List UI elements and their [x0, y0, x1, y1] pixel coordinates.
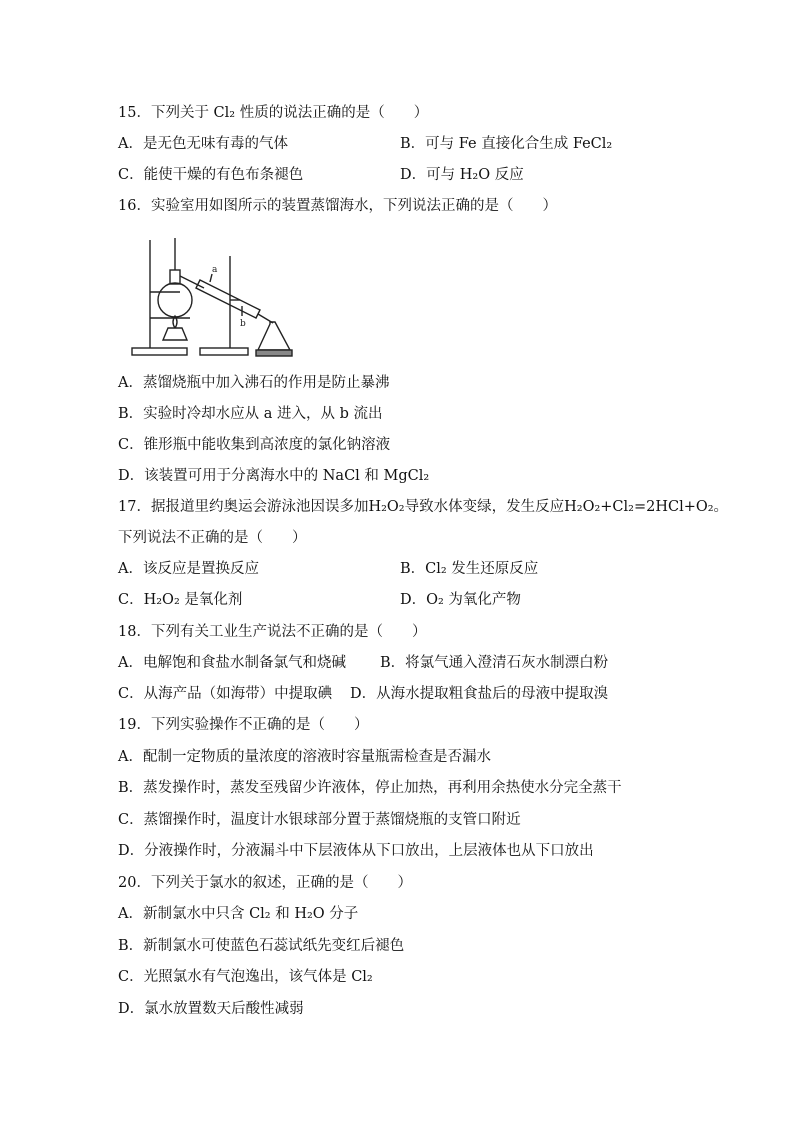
- q18-option-d: D．从海水提取粗食盐后的母液中提取溴: [350, 686, 609, 702]
- q19-option-c: C．蒸馏操作时，温度计水银球部分置于蒸馏烧瓶的支管口附近: [118, 812, 521, 828]
- q19-stem: 19．下列实验操作不正确的是（ ）: [118, 717, 369, 733]
- q20-option-b: B．新制氯水可使蓝色石蕊试纸先变红后褪色: [118, 938, 405, 954]
- alcohol-lamp: [163, 328, 187, 340]
- q16-option-d: D．该装置可用于分离海水中的 NaCl 和 MgCl₂: [118, 468, 430, 484]
- receiver-stand: [256, 350, 292, 356]
- q17-option-a: A．该反应是置换反应: [118, 561, 259, 577]
- q20-option-a: A．新制氯水中只含 Cl₂ 和 H₂O 分子: [118, 906, 359, 922]
- q19-option-d: D．分液操作时，分液漏斗中下层液体从下口放出，上层液体也从下口放出: [118, 843, 594, 859]
- q15-option-d: D．可与 H₂O 反应: [400, 167, 524, 183]
- figure-label-a: a: [212, 265, 218, 275]
- distilling-flask: [158, 283, 192, 317]
- q16-option-a: A．蒸馏烧瓶中加入沸石的作用是防止暴沸: [118, 375, 390, 391]
- side-arm: [180, 276, 204, 288]
- q15-option-b: B．可与 Fe 直接化合生成 FeCl₂: [400, 136, 613, 152]
- water-port-a: [210, 274, 212, 282]
- q19-option-b: B．蒸发操作时，蒸发至残留少许液体，停止加热，再利用余热使水分完全蒸干: [118, 780, 622, 796]
- q17-option-c: C．H₂O₂ 是氧化剂: [118, 592, 243, 608]
- q18-option-a: A．电解饱和食盐水制备氯气和烧碱: [118, 655, 346, 671]
- q15-stem: 15．下列关于 Cl₂ 性质的说法正确的是（ ）: [118, 105, 429, 121]
- q16-stem: 16．实验室用如图所示的装置蒸馏海水，下列说法正确的是（ ）: [118, 198, 557, 214]
- q19-option-a: A．配制一定物质的量浓度的溶液时容量瓶需检查是否漏水: [118, 749, 491, 765]
- condenser: [196, 280, 260, 318]
- q17-stem-line1: 17．据报道里约奥运会游泳池因误多加H₂O₂导致水体变绿，发生反应H₂O₂+Cl₂=2HCl+O₂。: [118, 499, 729, 515]
- q16-option-b: B．实验时冷却水应从 a 进入，从 b 流出: [118, 406, 383, 422]
- q20-option-d: D．氯水放置数天后酸性减弱: [118, 1001, 304, 1017]
- q15-option-c: C．能使干燥的有色布条褪色: [118, 167, 304, 183]
- q18-stem: 18．下列有关工业生产说法不正确的是（ ）: [118, 624, 427, 640]
- q17-stem-line2: 下列说法不正确的是（ ）: [118, 530, 307, 546]
- q20-option-c: C．光照氯水有气泡逸出，该气体是 Cl₂: [118, 969, 373, 985]
- q20-stem: 20．下列关于氯水的叙述，正确的是（ ）: [118, 875, 412, 891]
- distillation-apparatus-figure: [130, 230, 300, 360]
- q15-option-a: A．是无色无味有毒的气体: [118, 136, 288, 152]
- figure-label-b: b: [240, 319, 246, 329]
- flask-neck: [170, 270, 180, 284]
- q17-option-d: D．O₂ 为氧化产物: [400, 592, 521, 608]
- q18-option-b: B．将氯气通入澄清石灰水制漂白粉: [380, 655, 609, 671]
- left-stand-base: [132, 348, 187, 355]
- q16-option-c: C．锥形瓶中能收集到高浓度的氯化钠溶液: [118, 437, 391, 453]
- right-stand-base: [200, 348, 248, 355]
- q18-option-c: C．从海产品（如海带）中提取碘: [118, 686, 333, 702]
- q17-option-b: B．Cl₂ 发生还原反应: [400, 561, 539, 577]
- receiving-flask: [258, 322, 290, 350]
